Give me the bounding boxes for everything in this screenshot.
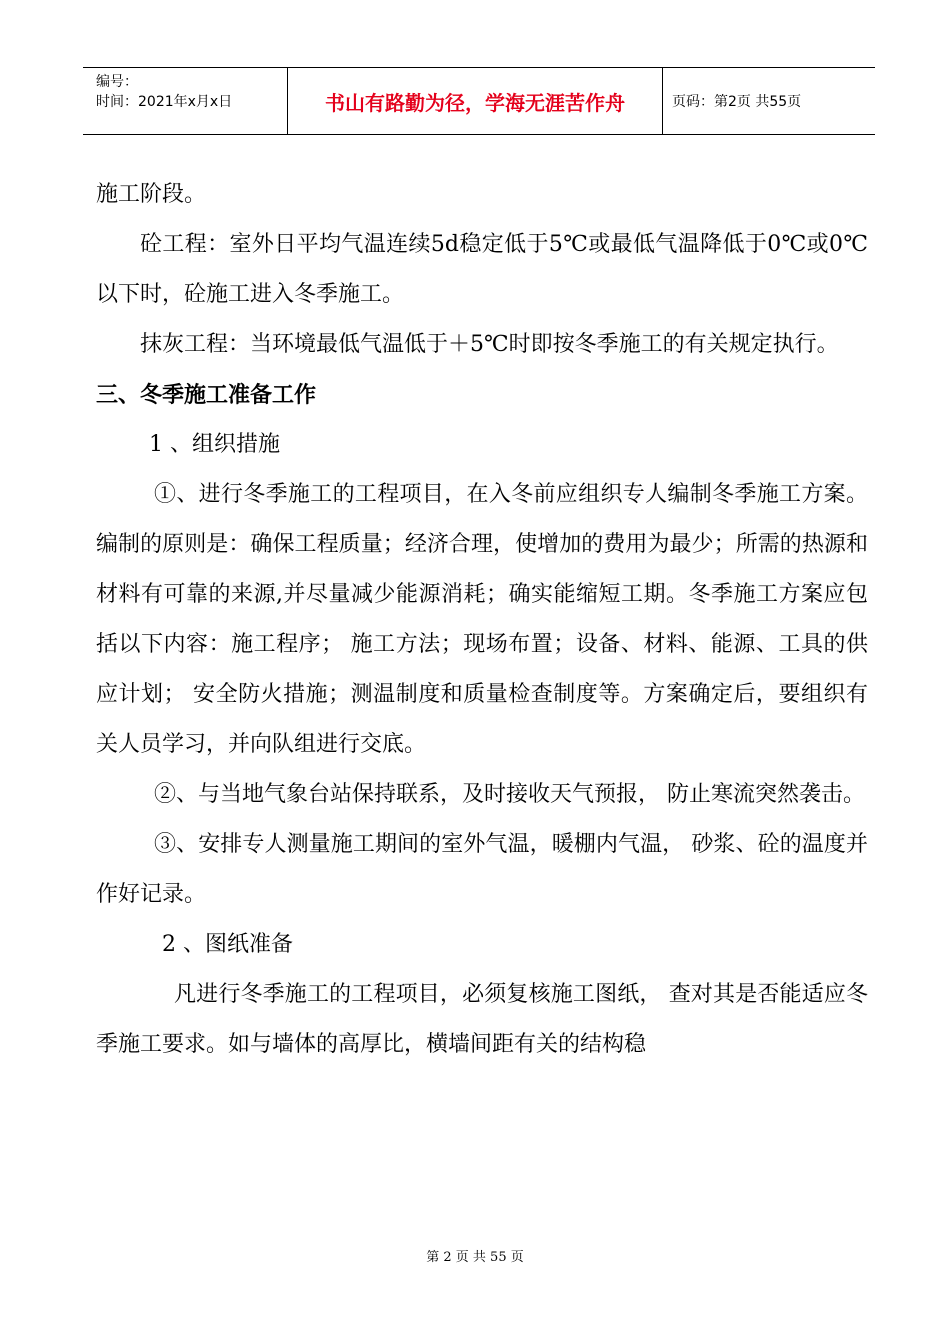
document-body <box>96 170 868 1070</box>
page-footer: 第 2 页 共 55 页 <box>426 1250 524 1265</box>
paragraph: ③、安排专人测量施工期间的室外气温，暖棚内气温， 砂浆、砼的温度并作好记录。 <box>96 832 868 907</box>
paragraph: ①、进行冬季施工的工程项目，在入冬前应组织专人编制冬季施工方案。编制的原则是：确保工程质量；经济合理，使增加的费用为最少；所需的热源和材料有可靠的来源,并尽量减少能源消耗；确实能缩短工期。冬季施工方案应包括以下内容：施工程序； 施工方法；现场布置；设备、材料、能源、工具的供应计划； 安全防火措施；测温制度和质量检查制度等。方案确定后，要组织有关人员学习，并向队组进行交底。 <box>96 482 868 757</box>
document-number: 编号： <box>96 74 138 90</box>
paragraph: 抹灰工程：当环境最低气温低于＋5℃时即按冬季施工的有关规定执行。 <box>140 332 839 357</box>
paragraph: 砼工程：室外日平均气温连续5d稳定低于5℃或最低气温降低于0℃或0℃以下时，砼施工进入冬季施工。 <box>96 232 868 307</box>
header-motto: 书山有路勤为径，学海无涯苦作舟 <box>288 68 663 134</box>
subsection-heading: 2 、图纸准备 <box>162 932 293 957</box>
paragraph: ②、与当地气象台站保持联系，及时接收天气预报， 防止寒流突然袭击。 <box>154 782 865 807</box>
document-time: 时间：2021年x月x日 <box>96 94 233 110</box>
page-header <box>83 67 875 135</box>
header-page-info: 页码：第2页 共55页 <box>672 94 802 110</box>
header-meta <box>83 68 288 134</box>
paragraph: 施工阶段。 <box>96 182 207 207</box>
paragraph: 凡进行冬季施工的工程项目，必须复核施工图纸， 查对其是否能适应冬季施工要求。如与墙体的高厚比，横墙间距有关的结构稳 <box>96 982 868 1057</box>
section-heading: 三、冬季施工准备工作 <box>96 382 317 408</box>
subsection-heading: 1 、组织措施 <box>149 432 280 457</box>
